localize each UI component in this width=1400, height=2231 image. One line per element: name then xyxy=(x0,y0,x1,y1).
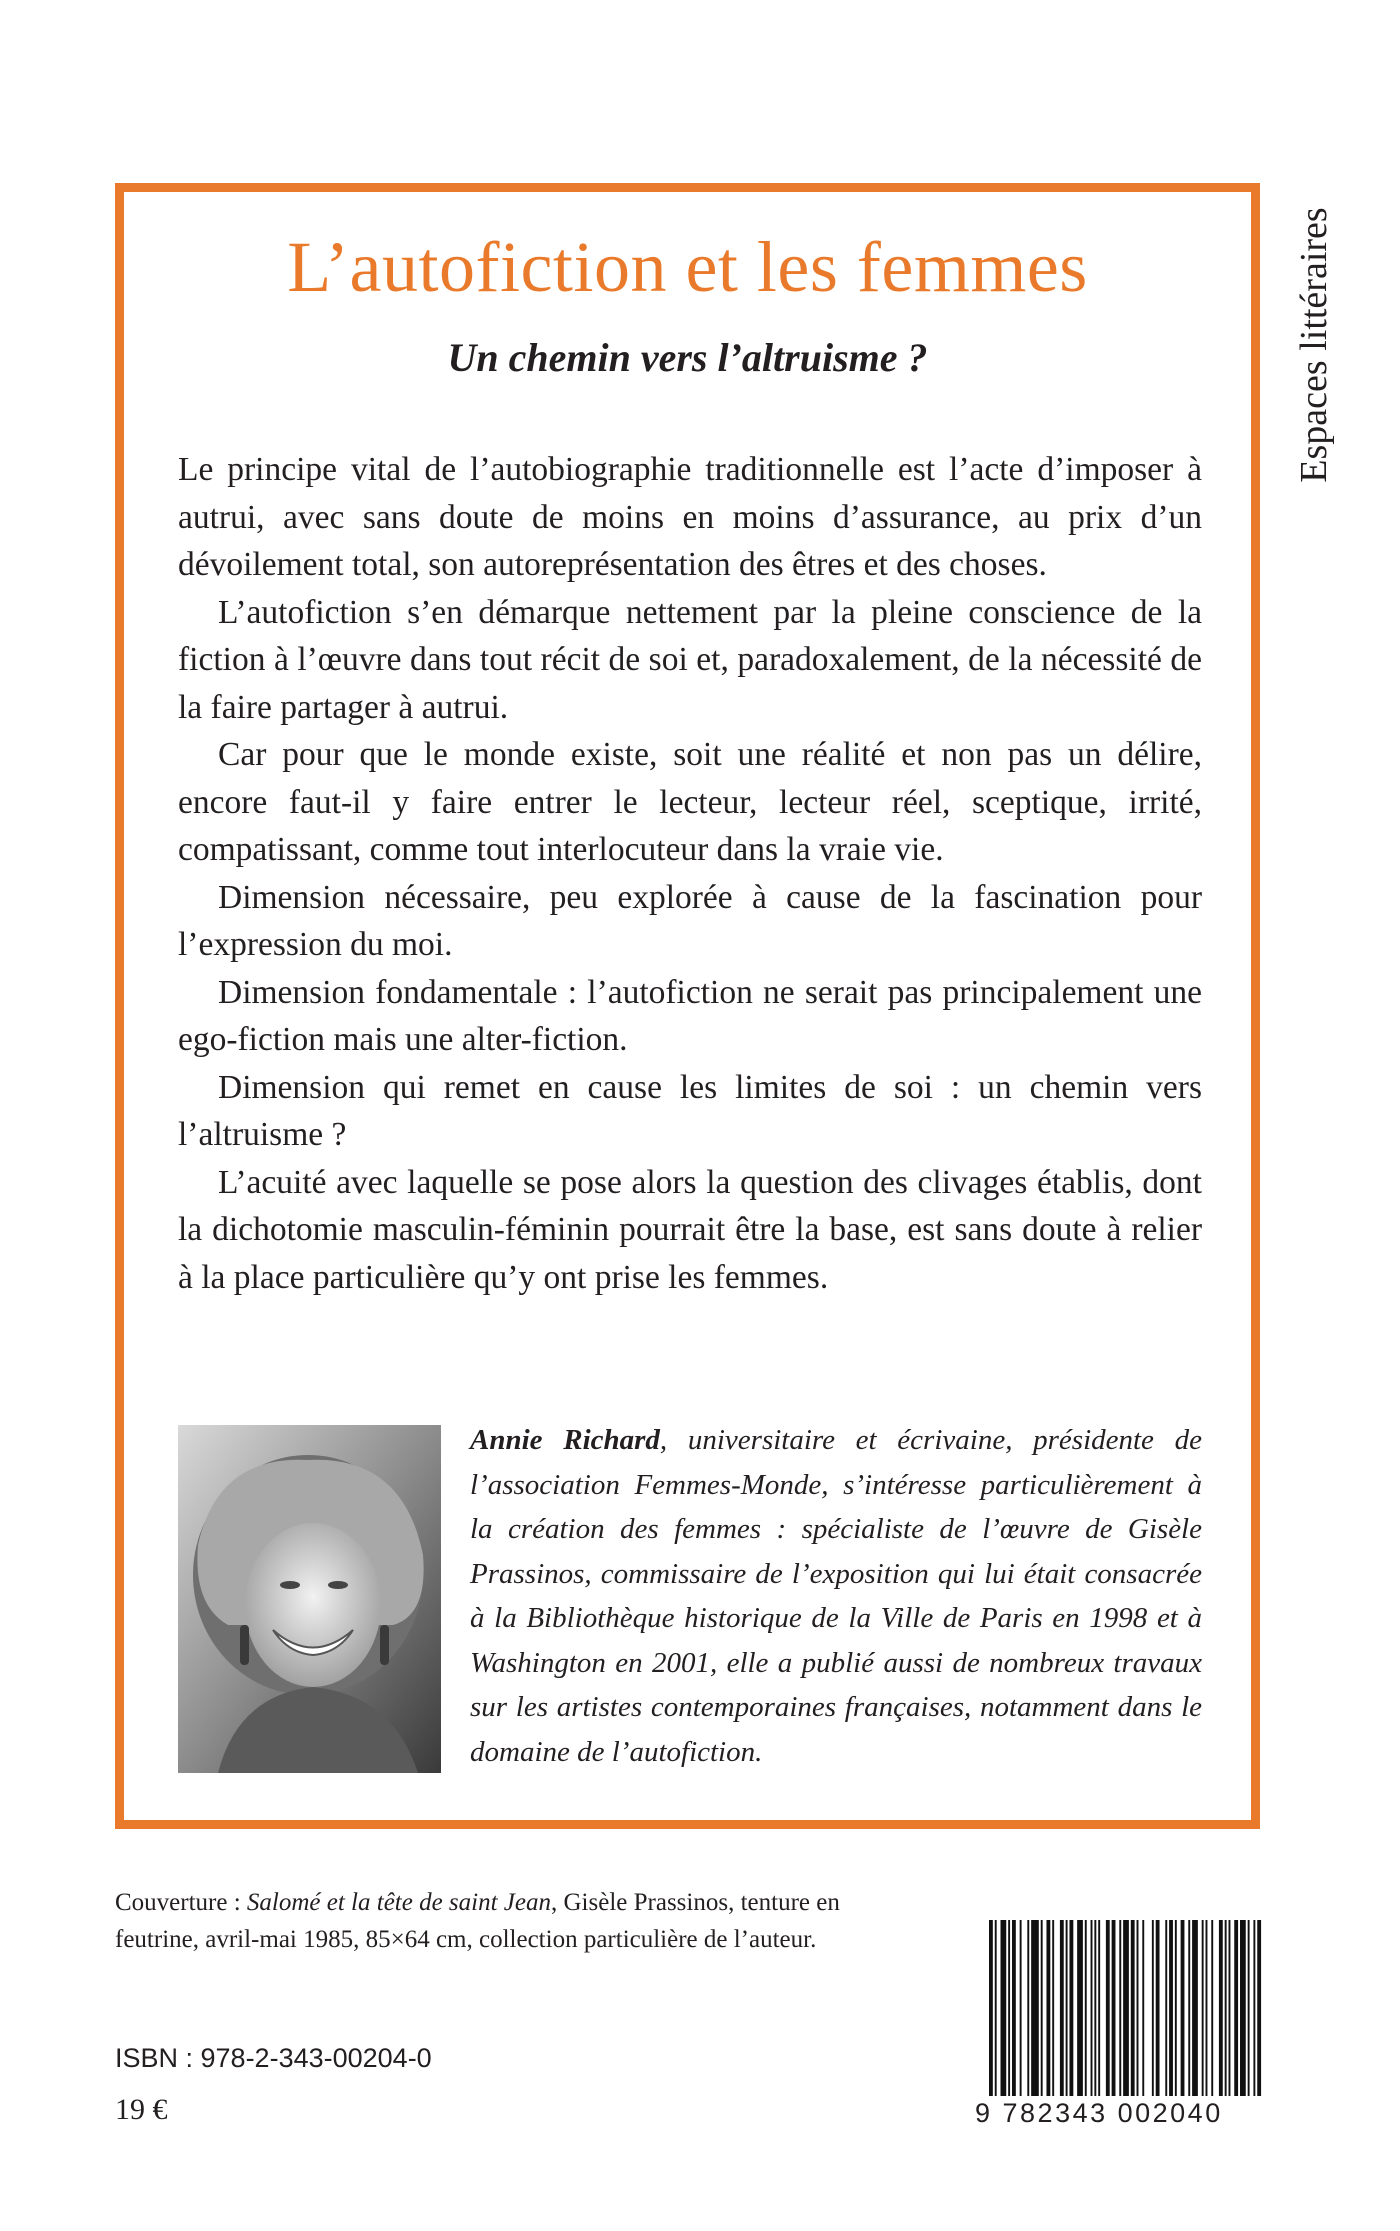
blurb-paragraph: Dimension fondamentale : l’autofiction ne serait pas principalement une ego-fiction mais une alter-fiction. xyxy=(178,973,1202,1058)
barcode-bar xyxy=(1165,1920,1167,2096)
barcode-bar xyxy=(1012,1920,1016,2096)
barcode-bar xyxy=(1169,1920,1173,2096)
blurb-paragraph: L’autofiction s’en démarque nettement par la pleine conscience de la fiction à l’œuvre dans tout récit de soi et, paradoxalement, de la nécessité de la faire partager à autrui. xyxy=(178,593,1202,726)
blurb xyxy=(178,446,1202,1301)
barcode-bar xyxy=(1041,1920,1043,2096)
isbn: ISBN : 978-2-343-00204-0 xyxy=(115,2043,432,2073)
barcode-bar xyxy=(1098,1920,1100,2096)
barcode-bar xyxy=(1253,1920,1255,2096)
credit-details: , Gisèle Prassinos, tenture en feutrine, avril-mai 1985, 85×64 cm, collection particulière de l’auteur. xyxy=(115,1889,840,1953)
author-photo xyxy=(178,1425,441,1773)
barcode-bar xyxy=(1248,1920,1250,2096)
barcode-bar xyxy=(1066,1920,1068,2096)
price: 19 € xyxy=(115,2093,168,2126)
barcode-bar xyxy=(1106,1920,1110,2096)
barcode-bar xyxy=(1094,1920,1096,2096)
credit-prefix: Couverture : xyxy=(115,1889,247,1916)
barcode-bar xyxy=(1229,1920,1231,2096)
barcode-bar xyxy=(1152,1920,1154,2096)
barcode-bar xyxy=(1137,1920,1139,2096)
blurb-paragraph: Dimension nécessaire, peu explorée à cause de la fascination pour l’expression du moi. xyxy=(178,878,1202,963)
barcode-bar xyxy=(1085,1920,1087,2096)
barcode-bar xyxy=(1119,1920,1121,2096)
barcode-bar xyxy=(995,1920,997,2096)
barcode-bar xyxy=(1257,1920,1261,2096)
barcode-bar xyxy=(1091,1920,1093,2096)
barcode-bar xyxy=(1175,1920,1177,2096)
barcode-bar xyxy=(1077,1920,1083,2096)
barcode-bar xyxy=(1156,1920,1160,2096)
blurb-paragraph: Car pour que le monde existe, soit une réalité et non pas un délire, encore faut-il y faire entrer le lecteur, lecteur réel, sceptique, irrité, compatissant, comme tout interlocuteur dans la vraie vie. xyxy=(178,736,1202,868)
blurb-paragraph: Dimension qui remet en cause les limites de soi : un chemin vers l’altruisme ? xyxy=(178,1068,1202,1153)
credit-artwork-title: Salomé et la tête de saint Jean xyxy=(246,1889,551,1916)
barcode-bar xyxy=(1188,1920,1190,2096)
barcode-bar xyxy=(1202,1920,1204,2096)
barcode-bar xyxy=(1020,1920,1022,2096)
barcode-bar xyxy=(1225,1920,1227,2096)
barcode-bar xyxy=(1123,1920,1129,2096)
cover-credit xyxy=(115,1884,895,1958)
barcode-bar xyxy=(1052,1920,1054,2096)
barcode-bar xyxy=(1131,1920,1135,2096)
barcode-bar xyxy=(1060,1920,1064,2096)
barcode xyxy=(989,1920,1263,2096)
barcode-bar xyxy=(1234,1920,1238,2096)
barcode-bar xyxy=(1181,1920,1185,2096)
author-name: Annie Richard xyxy=(470,1424,660,1456)
barcode-bar xyxy=(1211,1920,1213,2096)
series-label xyxy=(1294,180,1334,510)
barcode-digits: 9 782343 002040 xyxy=(975,2098,1223,2128)
barcode-bar xyxy=(1046,1920,1050,2096)
barcode-bar xyxy=(989,1920,993,2096)
barcode-bar xyxy=(1008,1920,1010,2096)
barcode-bar xyxy=(1069,1920,1073,2096)
blurb-paragraph: Le principe vital de l’autobiographie traditionnelle est l’acte d’imposer à autrui, avec sans doute de moins en moins d’assurance, au prix d’un dévoilement total, son autoreprésentation des êtres et des choses. xyxy=(178,451,1202,583)
barcode-bar xyxy=(1031,1920,1039,2096)
barcode-bar xyxy=(1027,1920,1029,2096)
barcode-bar xyxy=(1001,1920,1007,2096)
barcode-bar xyxy=(1112,1920,1116,2096)
blurb-paragraph: L’acuité avec laquelle se pose alors la question des clivages établis, dont la dichotomie masculin-féminin pourrait être la base, est sans doute à relier à la place particulière qu’y ont prise les femmes. xyxy=(178,1163,1202,1296)
author-bio-text: , universitaire et écrivaine, présidente de l’association Femmes-Monde, s’intéresse particulièrement à la création des femmes : spécialiste de l’œuvre de Gisèle Prassinos, commissaire de l’exposition qui lui était consacrée à la Bibliothèque historique de la Ville de Paris en 1998 et à Washington en 2001, elle a publié aussi de nombreux travaux sur les artistes contemporaines françaises, notamment dans le domaine de l’autofiction. xyxy=(470,1424,1202,1768)
barcode-bar xyxy=(1206,1920,1208,2096)
series-name: Espaces littéraires xyxy=(1293,207,1335,483)
barcode-bar xyxy=(1219,1920,1223,2096)
barcode-bar xyxy=(1240,1920,1246,2096)
author-bio xyxy=(470,1418,1202,1774)
barcode-bar xyxy=(1142,1920,1144,2096)
book-title: L’autofiction et les femmes xyxy=(287,227,1088,307)
barcode-bar xyxy=(1192,1920,1198,2096)
book-subtitle: Un chemin vers l’altruisme ? xyxy=(447,335,928,380)
